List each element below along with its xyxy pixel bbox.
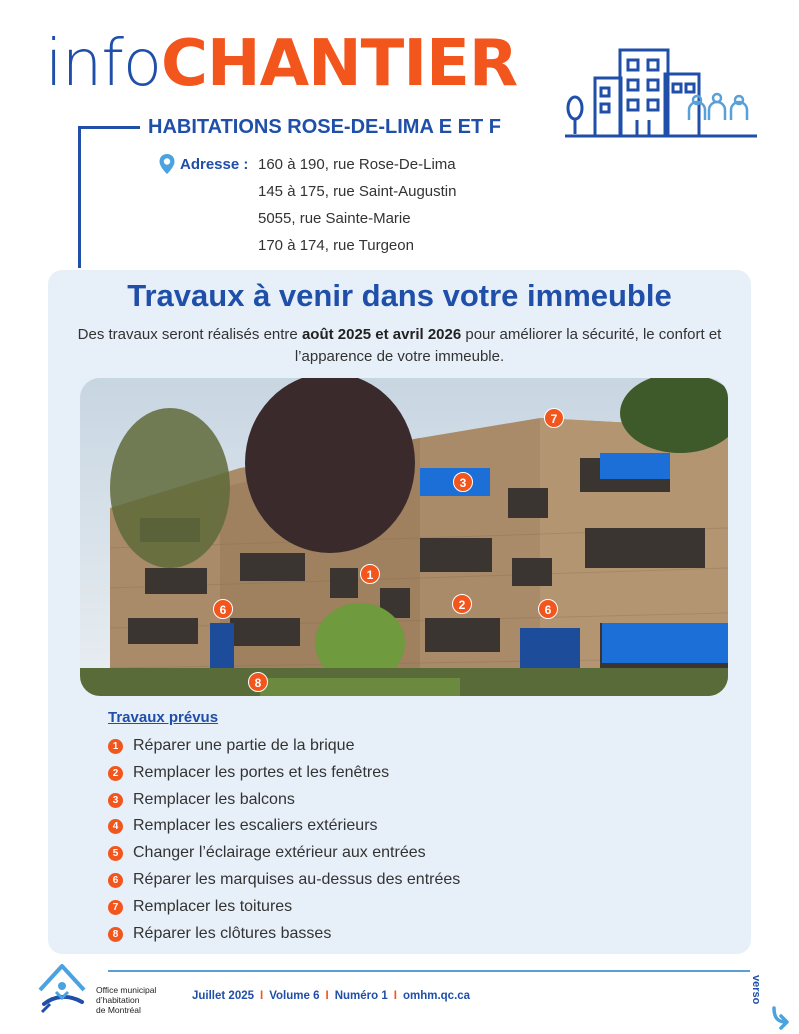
photo-marker: 6 — [538, 599, 558, 619]
footer-separator: I — [325, 990, 329, 1002]
photo-marker: 1 — [360, 564, 380, 584]
number-badge: 7 — [108, 900, 123, 915]
issue-number: Numéro 1 — [334, 990, 388, 1002]
location-pin-icon — [158, 153, 176, 175]
list-item-label: Réparer les clôtures basses — [133, 924, 332, 942]
intro-text — [60, 324, 739, 368]
masthead — [0, 0, 799, 270]
website-link[interactable]: omhm.qc.ca — [402, 990, 471, 1002]
list-item — [108, 813, 460, 840]
org-name-line: d’habitation — [96, 995, 140, 1005]
list-item-label: Réparer les marquises au-dessus des entrées — [133, 870, 461, 888]
address-line: 5055, rue Sainte-Marie — [258, 210, 411, 227]
verso-label: verso — [750, 975, 762, 1005]
brand-main: CHANTIER — [161, 27, 518, 101]
photo-marker: 8 — [248, 672, 268, 692]
list-item — [108, 760, 460, 787]
list-item-label: Changer l’éclairage extérieur aux entrées — [133, 844, 426, 862]
intro-text-dates: août 2025 et avril 2026 — [301, 326, 462, 343]
number-badge: 8 — [108, 927, 123, 942]
org-name-line: Office municipal — [96, 985, 157, 995]
address-line: 170 à 174, rue Turgeon — [258, 237, 414, 254]
address-label: Adresse : — [180, 156, 249, 173]
list-item — [108, 921, 460, 948]
building-photo — [80, 378, 728, 696]
intro-text-start: Des travaux seront réalisés entre — [77, 326, 302, 343]
footer-info — [192, 990, 470, 1002]
issue-volume: Volume 6 — [269, 990, 320, 1002]
number-badge: 3 — [108, 793, 123, 808]
list-item — [108, 840, 460, 867]
address-line: 145 à 175, rue Saint-Augustin — [258, 183, 457, 200]
header-rule-vertical — [78, 126, 81, 268]
number-badge: 4 — [108, 819, 123, 834]
list-item-label: Remplacer les balcons — [133, 790, 295, 808]
intro-text-end: pour améliorer la sécurité, le confort et l’apparence de votre immeuble. — [294, 326, 722, 365]
list-item-label: Remplacer les portes et les fenêtres — [133, 763, 390, 781]
number-badge: 5 — [108, 846, 123, 861]
page-title: Travaux à venir dans votre immeuble — [127, 278, 672, 313]
list-item — [108, 867, 460, 894]
issue-date: Juillet 2025 — [192, 990, 255, 1002]
list-item — [108, 894, 460, 921]
list-item — [108, 733, 460, 760]
footer-rule — [108, 970, 750, 972]
footer-separator: I — [260, 990, 264, 1002]
list-item — [108, 787, 460, 814]
brand-prefix: info — [45, 27, 162, 101]
photo-marker: 2 — [452, 594, 472, 614]
brand-logotype — [45, 27, 518, 101]
address-line: 160 à 190, rue Rose-De-Lima — [258, 156, 456, 173]
number-badge: 2 — [108, 766, 123, 781]
header-rule-horizontal — [78, 126, 140, 129]
building-photo-illustration — [80, 378, 728, 696]
city-buildings-icon — [565, 42, 757, 140]
number-badge: 1 — [108, 739, 123, 754]
org-name-line: de Montréal — [96, 1005, 141, 1015]
list-item-label: Réparer une partie de la brique — [133, 737, 355, 754]
project-name: HABITATIONS ROSE-DE-LIMA E ET F — [148, 116, 501, 138]
footer-separator: I — [393, 990, 397, 1002]
list-item-label: Remplacer les escaliers extérieurs — [133, 817, 378, 835]
photo-marker: 6 — [213, 599, 233, 619]
works-title: Travaux prévus — [108, 709, 219, 726]
photo-marker: 3 — [453, 472, 473, 492]
omhm-logo-icon — [34, 960, 90, 1016]
number-badge: 6 — [108, 873, 123, 888]
org-name — [96, 985, 176, 1015]
list-item-label: Remplacer les toitures — [133, 897, 293, 915]
page-turn-arrow-icon[interactable] — [764, 960, 790, 1030]
photo-marker: 7 — [544, 408, 564, 428]
works-list — [108, 733, 460, 947]
